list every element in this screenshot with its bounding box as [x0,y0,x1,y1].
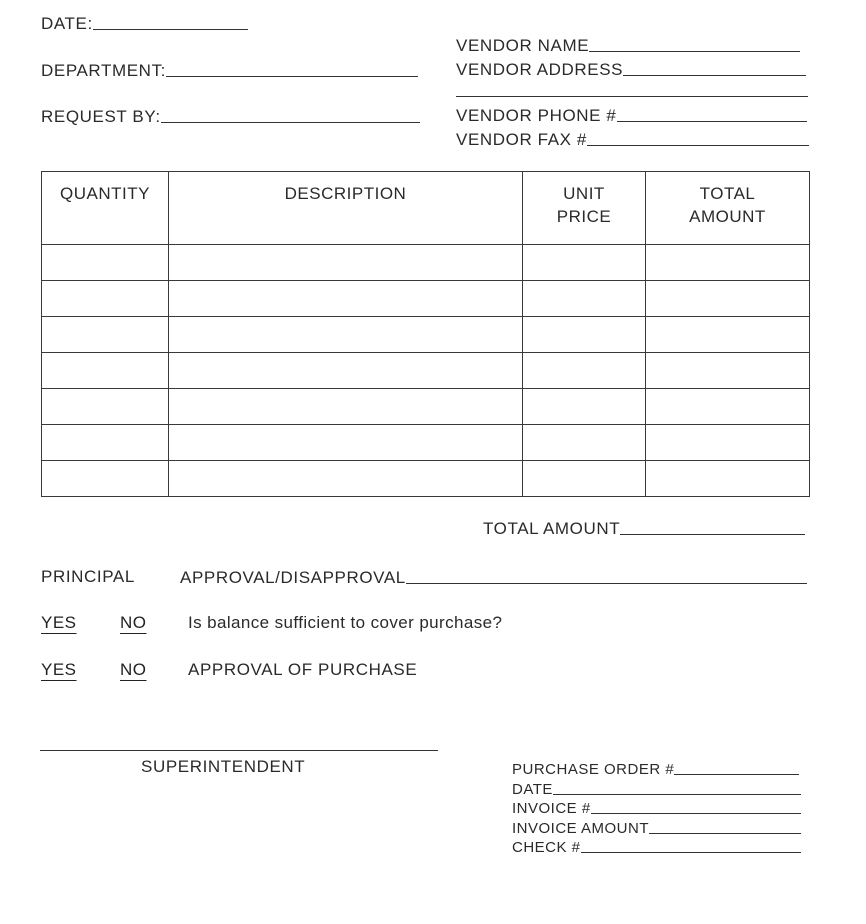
header-description [169,172,523,245]
superintendent-label: SUPERINTENDENT [141,757,306,776]
superintendent-signature-line[interactable] [40,750,438,751]
header-description-text: DESCRIPTION [284,184,407,203]
cell-total-amount[interactable] [646,389,810,425]
items-table [41,171,810,497]
check-number-label: CHECK # [512,839,581,856]
balance-yes-option[interactable]: YES [41,613,77,632]
vendor-fax-label: VENDOR FAX # [456,130,587,149]
vendor-name-label: VENDOR NAME [456,36,590,55]
vendor-phone-input-line[interactable] [617,121,808,122]
table-row [42,353,810,389]
check-number-field[interactable] [512,836,801,856]
cell-total-amount[interactable] [646,461,810,497]
date-input-line[interactable] [93,29,248,30]
table-row [42,317,810,353]
header-total-amount-line1: TOTAL [699,184,756,203]
purchase-order-input-line[interactable] [674,774,799,775]
purchase-no-option[interactable]: NO [120,660,147,679]
vendor-phone-field[interactable] [456,102,807,126]
total-amount-label: TOTAL AMOUNT [483,519,621,538]
vendor-address-label: VENDOR ADDRESS [456,60,624,79]
purchase-order-label: PURCHASE ORDER # [512,761,675,778]
department-label: DEPARTMENT: [41,61,166,80]
vendor-name-input-line[interactable] [589,51,800,52]
cell-total-amount[interactable] [646,281,810,317]
header-total-amount-line2: AMOUNT [689,207,766,226]
cell-total-amount[interactable] [646,245,810,281]
total-amount-input-line[interactable] [620,534,805,535]
cell-description[interactable] [169,281,523,317]
cell-description[interactable] [169,317,523,353]
purchase-yes-option[interactable]: YES [41,660,77,679]
cell-quantity[interactable] [42,245,169,281]
balance-no-option[interactable]: NO [120,613,147,632]
request-by-field[interactable] [41,103,420,127]
table-row [42,245,810,281]
approval-disapproval-input-line[interactable] [406,583,807,584]
cell-quantity[interactable] [42,461,169,497]
header-unit-price-line1: UNIT [563,184,605,203]
date-label: DATE: [41,14,93,33]
cell-unit-price[interactable] [523,281,646,317]
po-date-input-line[interactable] [553,794,801,795]
invoice-amount-input-line[interactable] [649,833,801,834]
items-table-header [42,172,810,245]
cell-description[interactable] [169,245,523,281]
cell-quantity[interactable] [42,317,169,353]
table-row [42,281,810,317]
header-quantity [42,172,169,245]
request-by-input-line[interactable] [161,122,420,123]
cell-quantity[interactable] [42,353,169,389]
vendor-fax-input-line[interactable] [587,145,809,146]
principal-label: PRINCIPAL [41,567,135,586]
vendor-name-field[interactable] [456,32,800,56]
po-date-label: DATE [512,781,553,798]
approval-of-purchase-label: APPROVAL OF PURCHASE [188,660,418,679]
invoice-amount-label: INVOICE AMOUNT [512,820,650,837]
cell-unit-price[interactable] [523,353,646,389]
approval-disapproval-field[interactable] [180,564,807,588]
invoice-number-input-line[interactable] [591,813,801,814]
cell-unit-price[interactable] [523,317,646,353]
department-field[interactable] [41,57,418,81]
cell-unit-price[interactable] [523,425,646,461]
cell-quantity[interactable] [42,425,169,461]
cell-unit-price[interactable] [523,389,646,425]
cell-description[interactable] [169,425,523,461]
cell-description[interactable] [169,353,523,389]
date-field[interactable] [41,10,248,34]
total-amount-field[interactable] [483,515,805,539]
vendor-address-input-line[interactable] [623,75,806,76]
invoice-number-label: INVOICE # [512,800,591,817]
cell-description[interactable] [169,461,523,497]
table-row [42,461,810,497]
cell-total-amount[interactable] [646,317,810,353]
vendor-fax-field[interactable] [456,126,809,150]
vendor-phone-label: VENDOR PHONE # [456,106,617,125]
request-by-label: REQUEST BY: [41,107,161,126]
balance-question: Is balance sufficient to cover purchase? [188,613,503,632]
header-unit-price [523,172,646,245]
invoice-amount-field[interactable] [512,817,801,837]
cell-unit-price[interactable] [523,245,646,281]
cell-unit-price[interactable] [523,461,646,497]
table-row [42,425,810,461]
header-total-amount [646,172,810,245]
vendor-address-field[interactable] [456,56,806,80]
cell-total-amount[interactable] [646,353,810,389]
cell-quantity[interactable] [42,389,169,425]
po-date-field[interactable] [512,778,801,798]
purchase-order-field[interactable] [512,758,799,778]
invoice-number-field[interactable] [512,797,801,817]
vendor-address-second-line[interactable] [456,96,808,97]
header-quantity-text: QUANTITY [60,184,150,203]
table-row [42,389,810,425]
approval-disapproval-label: APPROVAL/DISAPPROVAL [180,568,406,587]
header-unit-price-line2: PRICE [556,207,612,226]
check-number-input-line[interactable] [581,852,801,853]
cell-quantity[interactable] [42,281,169,317]
cell-description[interactable] [169,389,523,425]
department-input-line[interactable] [166,76,418,77]
cell-total-amount[interactable] [646,425,810,461]
